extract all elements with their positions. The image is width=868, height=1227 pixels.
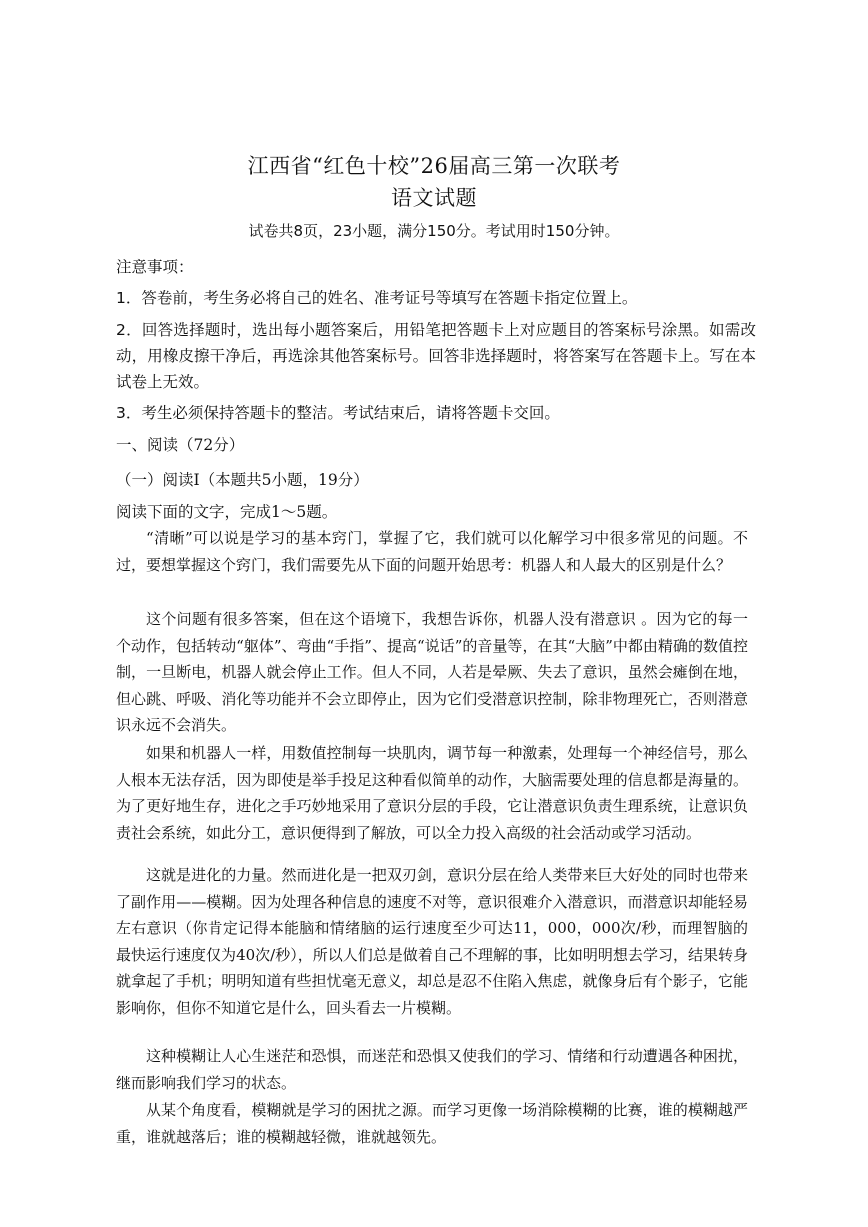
section-heading: 一、阅读（72分） — [116, 436, 245, 454]
passage-paragraph-4: 这就是进化的力量。然而进化是一把双刃剑，意识分层在给人类带来巨大好处的同时也带来了副作用——模糊。因为处理各种信息的速度不对等，意识很难介入潜意识，而潜意识却能轻易左右意识（你肯定记得本能脑和情绪脑的运行速度至少可达11，000，000次/秒，而理智脑的最快运行速度仅为40次/秒），所以人们总是做着自己不理解的事，比如明明想去学习，结果转身就拿起了手机；明明知道有些担忧毫无意义，却总是忍不住陷入焦虑，就像身后有个影子，它能影响你，但你不知道它是什么，回头看去一片模糊。 — [116, 866, 748, 1017]
passage-paragraph-6: 从某个角度看，模糊就是学习的困扰之源。而学习更像一场消除模糊的比赛，谁的模糊越严重，谁就越落后；谁的模糊越轻微，谁就越领先。 — [116, 1101, 748, 1146]
notice-item-3: 3．考生必须保持答题卡的整洁。考试结束后，请将答题卡交回。 — [116, 404, 560, 422]
reading-instruction: 阅读下面的文字，完成1～5题。 — [116, 503, 338, 521]
passage-paragraph-2: 这个问题有很多答案，但在这个语境下，我想告诉你，机器人没有潜意识 。因为它的每一个动作，包括转动“躯体”、弯曲“手指”、提高“说话”的音量等，在其“大脑”中都由精确的数值控制，一旦断电，机器人就会停止工作。但人不同，人若是晕厥、失去了意识，虽然会瘫倒在地，但心跳、呼吸、消化等功能并不会立即停止，因为它们受潜意识控制，除非物理死亡，否则潜意识永远不会消失。 — [116, 610, 748, 734]
section-subheading: （一）阅读Ⅰ（本题共5小题，19分） — [116, 471, 369, 489]
passage-paragraph-3: 如果和机器人一样，用数值控制每一块肌肉，调节每一种激素，处理每一个神经信号，那么人根本无法存活，因为即使是举手投足这种看似简单的动作，大脑需要处理的信息都是海量的。为了更好地生存，进化之手巧妙地采用了意识分层的手段，它让潜意识负责生理系统，让意识负责社会系统，如此分工，意识便得到了解放，可以全力投入高级的社会活动或学习活动。 — [116, 744, 748, 842]
notice-item-1: 1．答卷前，考生务必将自己的姓名、准考证号等填写在答题卡指定位置上。 — [116, 289, 638, 307]
notice-heading: 注意事项： — [116, 258, 194, 276]
passage-paragraph-5: 这种模糊让人心生迷茫和恐惧，而迷茫和恐惧又使我们的学习、情绪和行动遭遇各种困扰，继而影响我们学习的状态。 — [116, 1047, 748, 1092]
exam-meta: 试卷共8页，23小题，满分150分。考试用时150分钟。 — [248, 222, 620, 240]
exam-title: 江西省“红色十校”26届高三第一次联考 — [247, 154, 621, 178]
exam-subject: 语文试题 — [391, 186, 477, 210]
notice-item-2: 2．回答选择题时，选出每小题答案后，用铅笔把答题卡上对应题目的答案标号涂黑。如需改动，用橡皮擦干净后，再选涂其他答案标号。回答非选择题时，将答案写在答题卡上。写在本试卷上无效。 — [116, 321, 756, 391]
passage-paragraph-1: “清晰”可以说是学习的基本窍门，掌握了它，我们就可以化解学习中很多常见的问题。不过，要想掌握这个窍门，我们需要先从下面的问题开始思考：机器人和人最大的区别是什么？ — [116, 529, 748, 574]
